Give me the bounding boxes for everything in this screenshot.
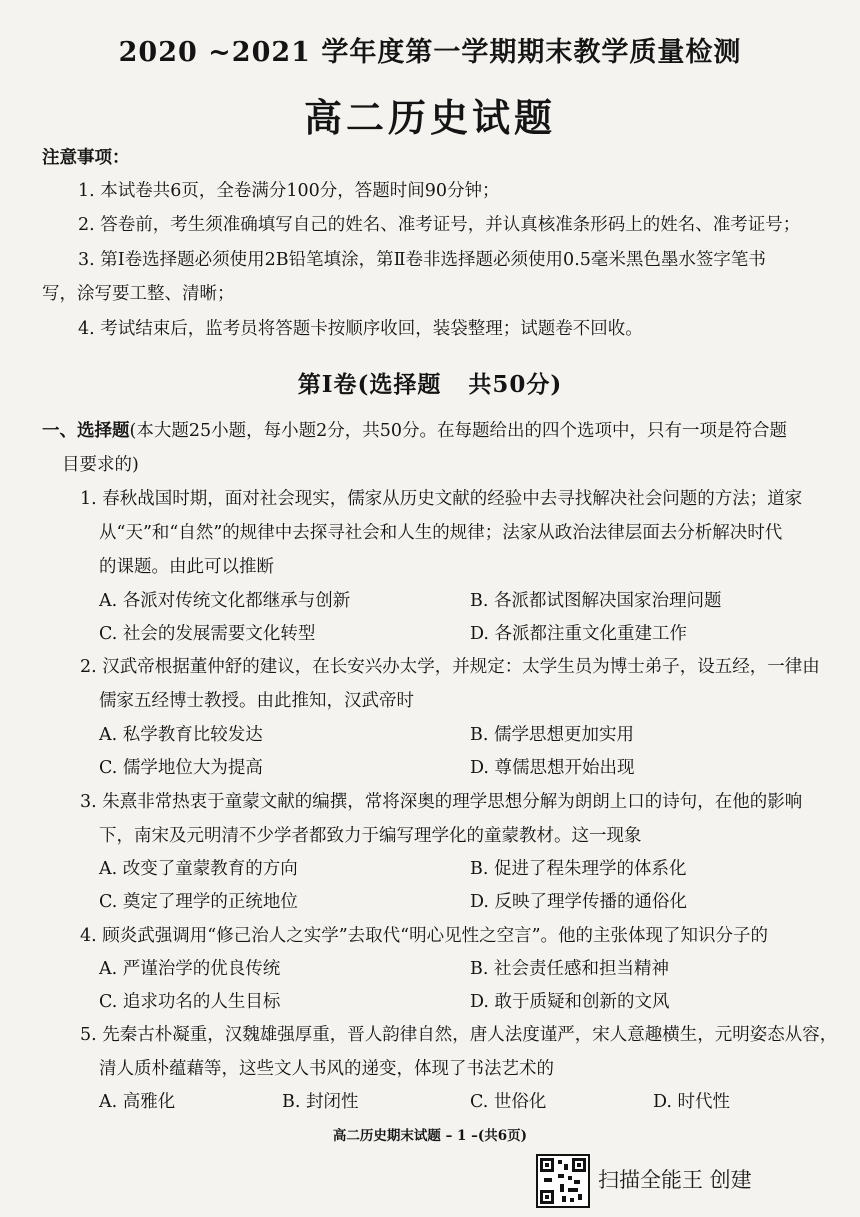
notice-item-cont: 写，涂写要工整、清晰；	[42, 284, 235, 304]
question-stem: 儒家五经博士教授。由此推知，汉武帝时	[99, 691, 414, 711]
question-stem: 5. 先秦古朴凝重，汉魏雄强厚重，晋人韵律自然，唐人法度谨严，宋人意趣横生，元明姿态从容，	[80, 1025, 838, 1045]
question-stem: 1. 春秋战国时期，面对社会现实，儒家从历史文献的经验中去寻找解决社会问题的方法；道家	[80, 489, 803, 509]
question-stem: 清人质朴蕴藉等，这些文人书风的递变，体现了书法艺术的	[99, 1059, 554, 1079]
option-c: C. 追求功名的人生目标	[99, 992, 281, 1012]
option-d: D. 时代性	[653, 1092, 731, 1112]
section-heading-text: (本大题25小题，每小题2分，共50分。在每题给出的四个选项中，只有一项是符合题	[129, 421, 787, 441]
notice-item: 3. 第Ⅰ卷选择题必须使用2B铅笔填涂，第Ⅱ卷非选择题必须使用0.5毫米黑色墨水签字笔书	[78, 250, 766, 270]
option-a: A. 严谨治学的优良传统	[99, 959, 281, 979]
option-a: A. 私学教育比较发达	[99, 725, 263, 745]
notice-item: 1. 本试卷共6页，全卷满分100分，答题时间90分钟；	[78, 181, 500, 201]
exam-name: 2020 ~2021 学年度第一学期期末教学质量检测	[118, 37, 742, 68]
question-stem: 下，南宋及元明清不少学者都致力于编写理学化的童蒙教材。这一现象	[99, 826, 642, 846]
option-a: A. 改变了童蒙教育的方向	[99, 859, 298, 879]
qr-code-icon	[536, 1154, 590, 1208]
option-c: C. 儒学地位大为提高	[99, 758, 263, 778]
scanner-watermark: 扫描全能王 创建	[598, 1168, 752, 1192]
option-b: B. 社会责任感和担当精神	[470, 959, 669, 979]
section-title: 第Ⅰ卷(选择题 共50分)	[297, 371, 563, 398]
option-c: C. 世俗化	[470, 1092, 547, 1112]
section-heading-label: 一、选择题	[42, 421, 130, 441]
option-d: D. 敢于质疑和创新的文风	[470, 992, 670, 1012]
question-stem: 从“天”和“自然”的规律中去探寻社会和人生的规律；法家从政治法律层面去分析解决时代	[99, 523, 783, 543]
option-a: A. 各派对传统文化都继承与创新	[99, 591, 351, 611]
option-b: B. 儒学思想更加实用	[470, 725, 634, 745]
option-b: B. 各派都试图解决国家治理问题	[470, 591, 722, 611]
section-heading	[42, 420, 787, 442]
option-c: C. 社会的发展需要文化转型	[99, 624, 316, 644]
page-footer: 高二历史期末试题 – 1 –(共6页)	[332, 1128, 528, 1144]
option-d: D. 反映了理学传播的通俗化	[470, 892, 688, 912]
option-a: A. 高雅化	[99, 1092, 176, 1112]
section-heading-cont: 目要求的)	[62, 455, 139, 475]
option-b: B. 促进了程朱理学的体系化	[470, 859, 687, 879]
question-stem: 3. 朱熹非常热衷于童蒙文献的编撰，常将深奥的理学思想分解为朗朗上口的诗句，在他的影响	[80, 792, 803, 812]
notice-item: 4. 考试结束后，监考员将答题卡按顺序收回，装袋整理；试题卷不回收。	[78, 319, 643, 339]
notice-item: 2. 答卷前，考生须准确填写自己的姓名、准考证号，并认真核准条形码上的姓名、准考证号；	[78, 215, 801, 235]
subject-title: 高二历史试题	[303, 95, 556, 140]
option-c: C. 奠定了理学的正统地位	[99, 892, 298, 912]
question-stem: 4. 顾炎武强调用“修己治人之实学”去取代“明心见性之空言”。他的主张体现了知识分子的	[80, 926, 769, 946]
notice-label: 注意事项：	[42, 148, 130, 168]
option-b: B. 封闭性	[282, 1092, 359, 1112]
question-stem: 的课题。由此可以推断	[99, 557, 274, 577]
option-d: D. 各派都注重文化重建工作	[470, 624, 688, 644]
question-stem: 2. 汉武帝根据董仲舒的建议，在长安兴办太学，并规定：太学生员为博士弟子，设五经，一律由	[80, 657, 820, 677]
option-d: D. 尊儒思想开始出现	[470, 758, 635, 778]
